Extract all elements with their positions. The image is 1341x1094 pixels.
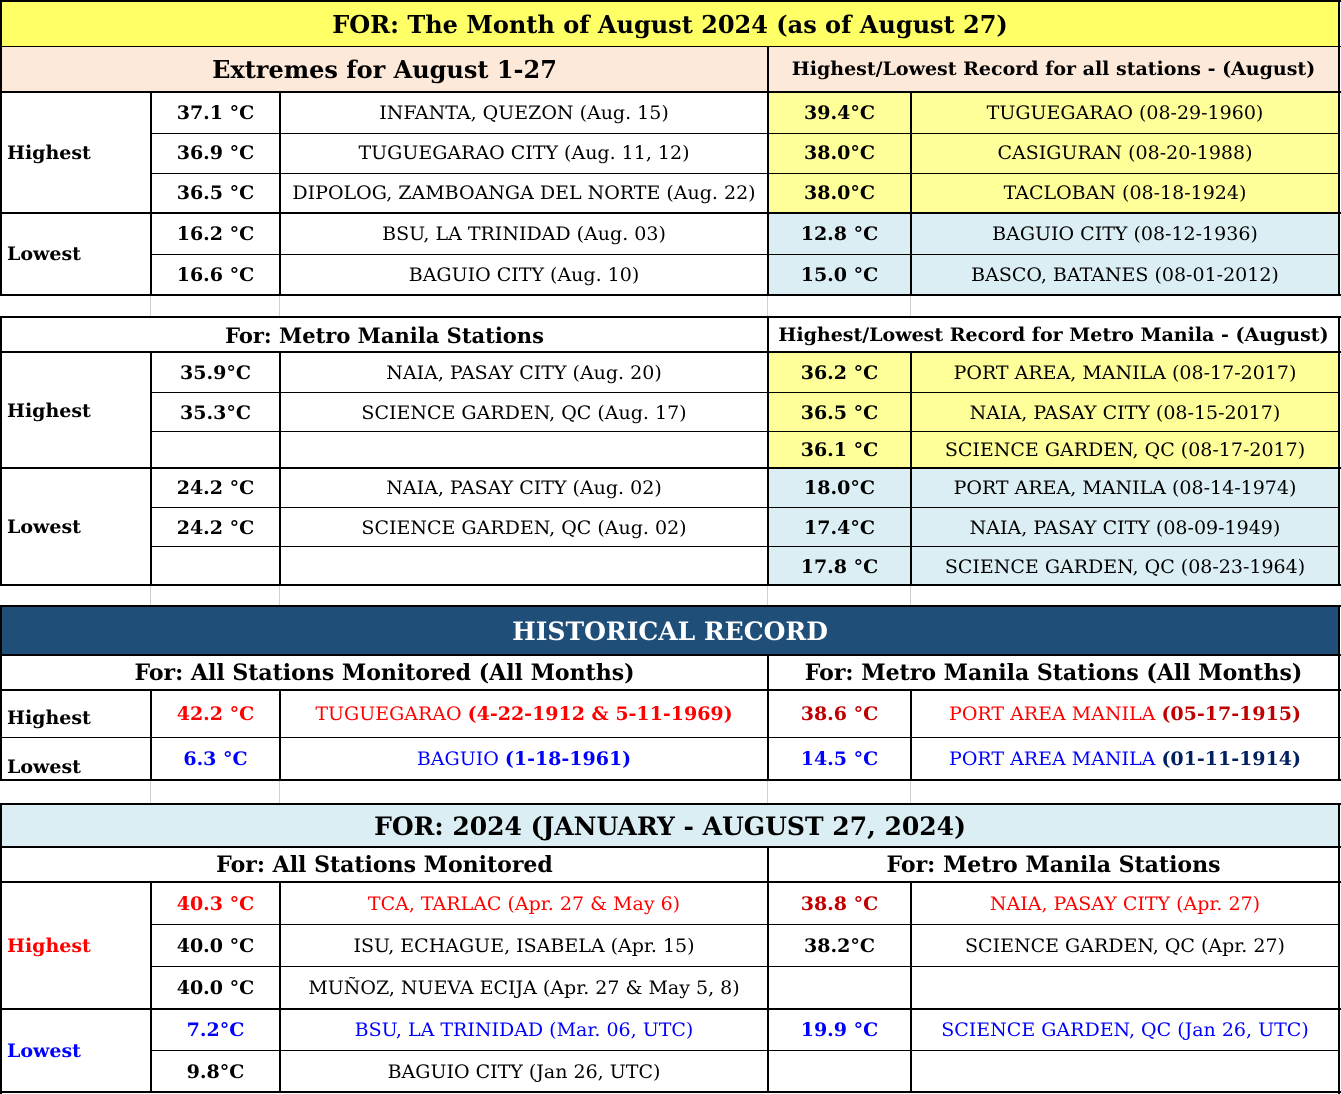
record-station-cell: BASCO, BATANES (08-01-2012) (911, 254, 1339, 295)
table-rule (151, 431, 1339, 432)
spacer-grid (150, 781, 151, 803)
lowest-label: Lowest (7, 243, 81, 265)
extremes-record-header: Highest/Lowest Record for all stations - (August) (768, 47, 1339, 91)
metro-record-station-cell: SCIENCE GARDEN, QC (08-23-1964) (911, 547, 1339, 586)
spacer-grid (910, 586, 911, 606)
historical-highest-station: TUGUEGARAO (4-22-1912 & 5-11-1969) (315, 703, 733, 725)
table-rule (0, 881, 1341, 883)
table-rule (151, 133, 1339, 134)
record-temp-cell: 38.0°C (768, 133, 911, 173)
metro-record-temp-cell: 36.5 °C (768, 393, 911, 432)
spacer-grid (910, 296, 911, 316)
metro-record-station-cell: NAIA, PASAY CITY (08-15-2017) (911, 393, 1339, 432)
spacer-grid (767, 781, 768, 803)
station-cell: INFANTA, QUEZON (Aug. 15) (379, 101, 669, 124)
record-temp-cell: 38.0°C (768, 173, 911, 213)
record-temp-cell: 39.4°C (768, 92, 911, 133)
historical-mm-highest-temp: 38.6 °C (800, 703, 879, 725)
year2024-header-all: For: All Stations Monitored (216, 852, 553, 878)
table-rule (910, 92, 912, 295)
metro-temp-cell: 35.9°C (180, 362, 251, 384)
year2024-station-cell: MUÑOZ, NUEVA ECIJA (Apr. 27 & May 5, 8) (308, 977, 740, 999)
table-rule (0, 1008, 1341, 1010)
highest-label: Highest (7, 141, 91, 164)
year2024-station-cell: BSU, LA TRINIDAD (Mar. 06, UTC) (354, 1019, 694, 1041)
year2024-mm-station-cell (911, 1051, 1339, 1092)
spacer-grid (279, 586, 280, 606)
table-rule (0, 779, 1341, 781)
metro-record-station-cell: PORT AREA, MANILA (08-14-1974) (911, 468, 1339, 508)
table-rule (151, 924, 1339, 925)
table-rule (0, 351, 1341, 353)
year2024-mm-temp-cell (768, 967, 911, 1009)
table-rule (1338, 0, 1340, 296)
year2024-mm-station-cell (911, 967, 1339, 1009)
table-rule (279, 882, 281, 1093)
table-rule (0, 584, 1341, 586)
year2024-mm-temp-cell: 19.9 °C (800, 1019, 879, 1041)
table-rule (0, 689, 1341, 691)
metro-record-station-cell: PORT AREA, MANILA (08-17-2017) (911, 353, 1339, 393)
metro-temp-cell: 35.3°C (180, 401, 251, 424)
table-rule (0, 803, 1341, 805)
table-rule (0, 316, 2, 586)
historical-mm-highest-station: PORT AREA MANILA (05-17-1915) (949, 703, 1301, 725)
table-rule (0, 654, 1341, 656)
metro-station-cell (280, 547, 768, 586)
historical-lowest-label: Lowest (7, 756, 81, 778)
table-rule (279, 92, 281, 295)
table-rule (150, 352, 152, 586)
spacer-grid (767, 586, 768, 606)
table-rule (151, 1050, 1339, 1051)
metro-header: For: Metro Manila Stations (225, 322, 544, 348)
year2024-station-cell: BAGUIO CITY (Jan 26, UTC) (387, 1060, 661, 1083)
spacer-grid (767, 296, 768, 316)
metro-record-temp-cell: 36.2 °C (768, 353, 911, 393)
table-rule (150, 92, 152, 295)
table-rule (151, 392, 1339, 393)
table-rule (151, 507, 1339, 508)
spacer-grid (150, 586, 151, 606)
table-rule (0, 91, 1341, 93)
year2024-title: FOR: 2024 (JANUARY - AUGUST 27, 2024) (1, 805, 1339, 847)
historical-header-metro: For: Metro Manila Stations (All Months) (804, 660, 1303, 686)
year2024-lowest-label: Lowest (7, 1039, 81, 1062)
year2024-mm-station-cell: SCIENCE GARDEN, QC (Jan 26, UTC) (941, 1019, 1309, 1041)
station-cell: TUGUEGARAO CITY (Aug. 11, 12) (358, 142, 690, 164)
spacer-grid (910, 781, 911, 803)
historical-lowest-temp: 6.3 °C (183, 748, 248, 770)
record-station-cell: BAGUIO CITY (08-12-1936) (911, 213, 1339, 254)
metro-temp-cell (151, 432, 280, 468)
record-temp-cell: 15.0 °C (768, 254, 911, 295)
year2024-temp-cell: 7.2°C (186, 1019, 245, 1041)
table-rule (0, 605, 2, 781)
table-rule (1338, 803, 1340, 1094)
table-rule (0, 803, 2, 1094)
table-rule (151, 966, 1339, 967)
historical-header-all: For: All Stations Monitored (All Months) (134, 660, 635, 686)
table-rule (0, 467, 1341, 469)
table-rule (0, 1091, 1341, 1093)
temp-cell: 36.9 °C (176, 142, 255, 164)
year2024-temp-cell: 40.0 °C (176, 977, 255, 999)
spacer-grid (279, 296, 280, 316)
table-rule (151, 173, 1339, 174)
year2024-highest-label: Highest (7, 935, 91, 957)
station-cell: BAGUIO CITY (Aug. 10) (408, 263, 640, 286)
historical-mm-lowest-temp: 14.5 °C (800, 748, 879, 770)
table-rule (910, 882, 912, 1093)
spacer-grid (279, 781, 280, 803)
record-station-cell: CASIGURAN (08-20-1988) (911, 133, 1339, 173)
year2024-header-metro: For: Metro Manila Stations (886, 852, 1221, 878)
station-cell: BSU, LA TRINIDAD (Aug. 03) (382, 222, 666, 245)
metro-record-station-cell: NAIA, PASAY CITY (08-09-1949) (911, 508, 1339, 547)
metro-station-cell: SCIENCE GARDEN, QC (Aug. 17) (361, 401, 687, 424)
metro-temp-cell: 24.2 °C (176, 516, 255, 539)
table-rule (0, 605, 1341, 607)
table-rule (279, 352, 281, 586)
year2024-temp-cell: 40.0 °C (176, 935, 255, 957)
metro-record-station-cell: SCIENCE GARDEN, QC (08-17-2017) (911, 432, 1339, 468)
table-rule (767, 316, 769, 586)
table-rule (0, 294, 1341, 296)
year2024-temp-cell: 9.8°C (186, 1060, 245, 1083)
station-cell: DIPOLOG, ZAMBOANGA DEL NORTE (Aug. 22) (292, 182, 756, 204)
table-rule (1338, 605, 1340, 781)
table-rule (767, 46, 769, 296)
year2024-station-cell: TCA, TARLAC (Apr. 27 & May 6) (367, 893, 681, 915)
temp-cell: 36.5 °C (176, 182, 255, 204)
metro-station-cell: NAIA, PASAY CITY (Aug. 02) (386, 477, 662, 499)
year2024-temp-cell: 40.3 °C (176, 893, 255, 915)
table-rule (910, 690, 912, 781)
spacer-grid (150, 296, 151, 316)
year2024-mm-station-cell: SCIENCE GARDEN, QC (Apr. 27) (965, 935, 1285, 957)
table-rule (150, 882, 152, 1093)
table-rule (0, 316, 1341, 318)
table-rule (151, 546, 1339, 547)
record-temp-cell: 12.8 °C (768, 213, 911, 254)
table-rule (0, 46, 1341, 47)
historical-title: HISTORICAL RECORD (1, 607, 1339, 655)
table-rule (151, 254, 1339, 255)
metro-station-cell: SCIENCE GARDEN, QC (Aug. 02) (361, 516, 687, 539)
table-rule (1338, 316, 1340, 586)
table-rule (910, 352, 912, 586)
historical-mm-lowest-station: PORT AREA MANILA (01-11-1914) (949, 748, 1301, 770)
year2024-station-cell: ISU, ECHAGUE, ISABELA (Apr. 15) (353, 935, 695, 957)
metro-temp-cell (151, 547, 280, 586)
metro-record-header: Highest/Lowest Record for Metro Manila - (August) (778, 324, 1329, 346)
historical-highest-label: Highest (7, 707, 91, 729)
metro-record-temp-cell: 17.8 °C (768, 547, 911, 586)
metro-station-cell: NAIA, PASAY CITY (Aug. 20) (386, 362, 662, 384)
table-rule (0, 0, 2, 296)
year2024-mm-temp-cell: 38.8 °C (800, 893, 879, 915)
historical-highest-temp: 42.2 °C (176, 703, 255, 725)
record-station-cell: TACLOBAN (08-18-1924) (911, 173, 1339, 213)
table-rule (0, 846, 1341, 848)
historical-lowest-station: BAGUIO (1-18-1961) (416, 748, 632, 770)
metro-temp-cell: 24.2 °C (176, 477, 255, 499)
metro-record-temp-cell: 36.1 °C (768, 432, 911, 468)
metro-record-temp-cell: 18.0°C (768, 468, 911, 508)
table-rule (0, 0, 1341, 2)
metro-lowest-label: Lowest (7, 516, 81, 538)
table-rule (0, 737, 1341, 738)
temp-cell: 16.6 °C (176, 263, 255, 286)
temp-cell: 37.1 °C (176, 101, 255, 124)
record-station-cell: TUGUEGARAO (08-29-1960) (911, 92, 1339, 133)
year2024-mm-temp-cell: 38.2°C (804, 935, 875, 957)
extremes-header: Extremes for August 1-27 (1, 47, 768, 91)
metro-record-temp-cell: 17.4°C (768, 508, 911, 547)
table-rule (767, 655, 769, 781)
page-title: FOR: The Month of August 2024 (as of August 27) (1, 2, 1339, 46)
temp-cell: 16.2 °C (176, 222, 255, 245)
table-rule (279, 690, 281, 781)
table-rule (150, 690, 152, 781)
metro-station-cell (280, 432, 768, 468)
year2024-mm-temp-cell (768, 1051, 911, 1092)
metro-highest-label: Highest (7, 399, 91, 422)
table-rule (0, 212, 1341, 214)
table-rule (767, 847, 769, 1093)
year2024-mm-station-cell: NAIA, PASAY CITY (Apr. 27) (989, 893, 1261, 915)
